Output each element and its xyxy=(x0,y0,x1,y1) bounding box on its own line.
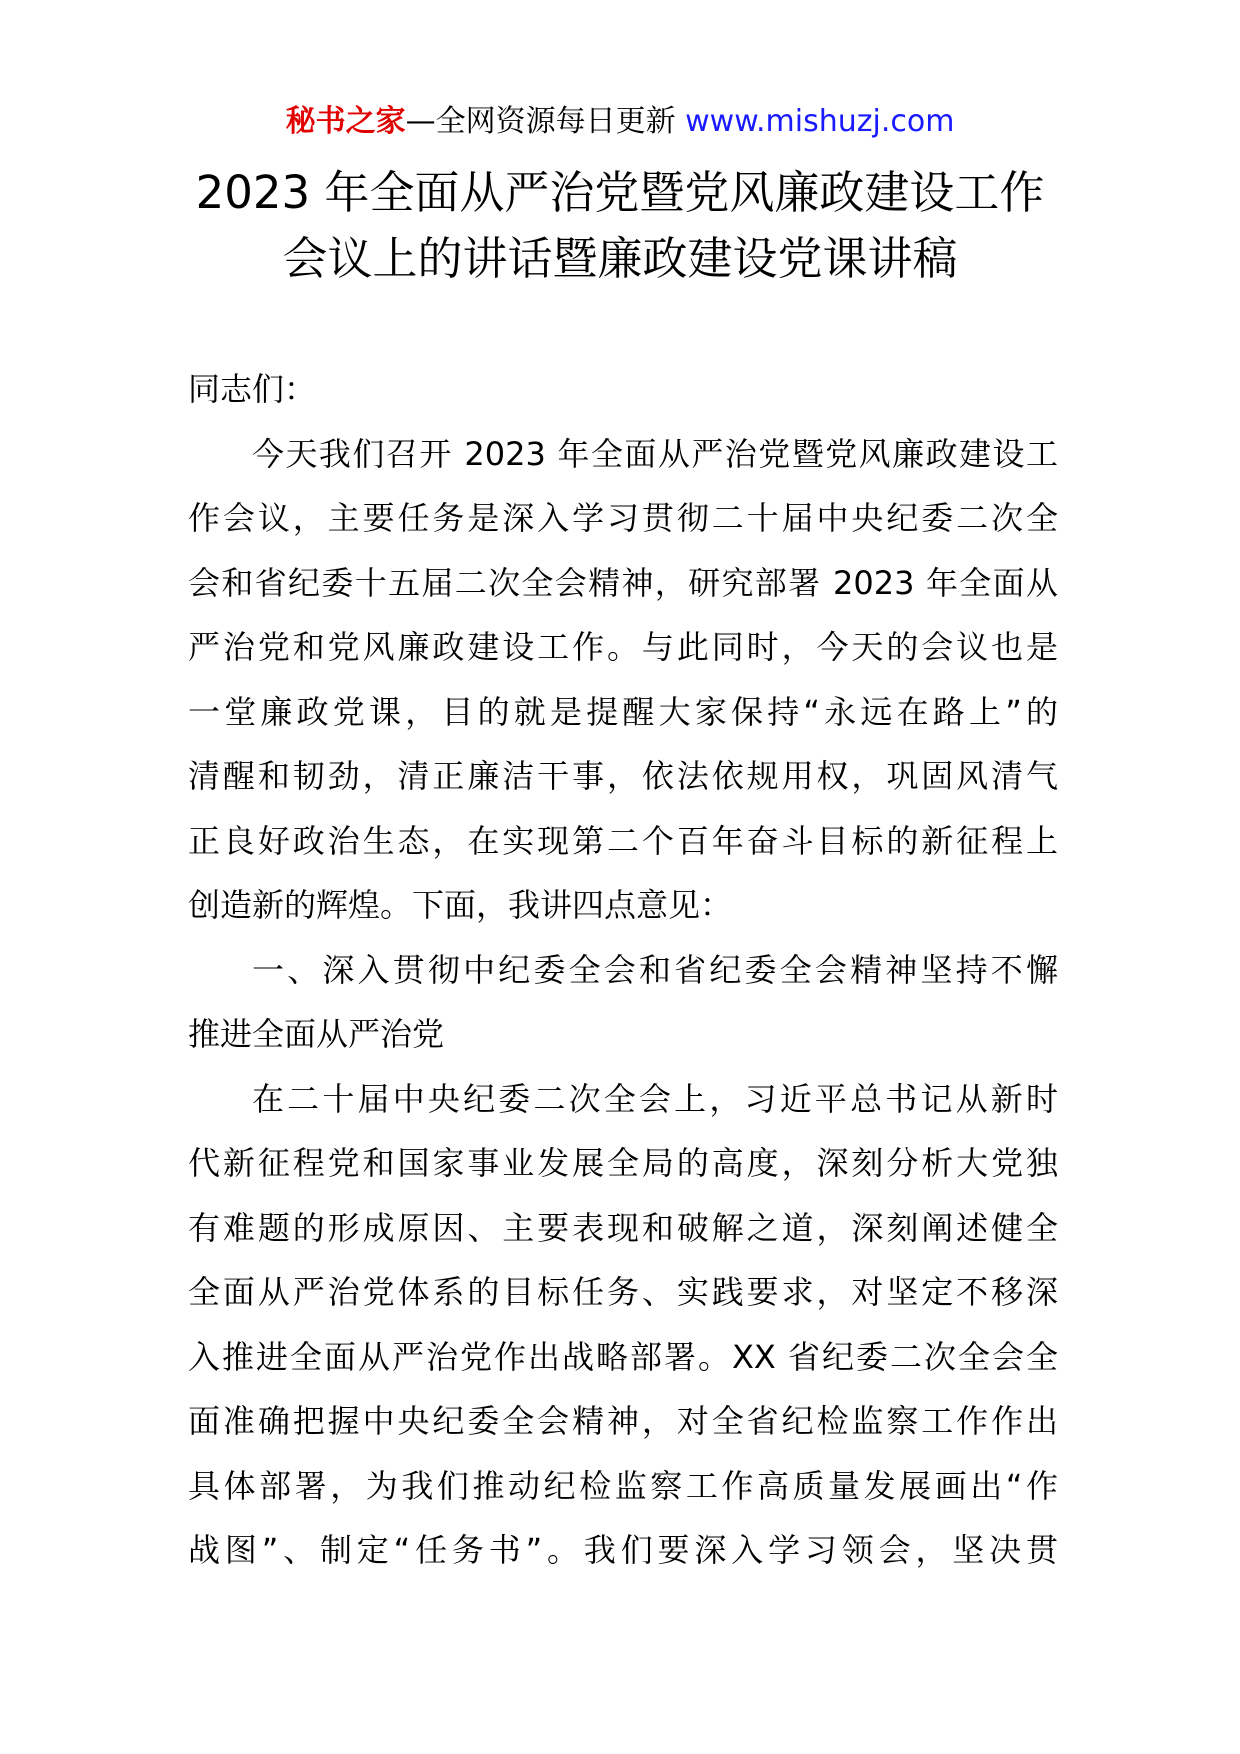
text-line: 会和省纪委十五届二次全会精神，研究部署 2023 年全面从 xyxy=(188,563,1058,602)
text-line: 今天我们召开 2023 年全面从严治党暨党风廉政建设工 xyxy=(252,434,1058,473)
text-line: 面准确把握中央纪委全会精神，对全省纪检监察工作作出 xyxy=(188,1402,1058,1440)
text-line: 清醒和韧劲，清正廉洁干事，依法依规用权，巩固风清气 xyxy=(188,757,1058,795)
salutation xyxy=(188,357,1058,422)
paragraph-section-1 xyxy=(188,1067,1058,1583)
text-line: 全面从严治党体系的目标任务、实践要求，对坚定不移深 xyxy=(188,1273,1058,1311)
text-line: 在二十届中央纪委二次全会上，习近平总书记从新时 xyxy=(252,1079,1058,1118)
text-line: 有难题的形成原因、主要表现和破解之道，深刻阐述健全 xyxy=(188,1208,1058,1247)
brand-name: 秘书之家 xyxy=(285,104,406,139)
text-line: 入推进全面从严治党作出战略部署。XX 省纪委二次全会全 xyxy=(188,1337,1058,1376)
text-line: 创造新的辉煌。下面，我讲四点意见： xyxy=(188,886,733,924)
salutation-text: 同志们： xyxy=(188,370,317,408)
text-line: 一堂廉政党课，目的就是提醒大家保持“永远在路上”的 xyxy=(188,692,1058,731)
title-line-1: 2023 年全面从严治党暨党风廉政建设工作 xyxy=(195,166,1045,219)
site-header xyxy=(0,100,1240,144)
text-line: 具体部署，为我们推动纪检监察工作高质量发展画出“作 xyxy=(188,1466,1058,1505)
title-line-2: 会议上的讲话暨廉政建设党课讲稿 xyxy=(282,232,958,285)
text-line: 正良好政治生态，在实现第二个百年奋斗目标的新征程上 xyxy=(188,821,1058,860)
heading-line: 一、深入贯彻中纪委全会和省纪委全会精神坚持不懈 xyxy=(252,950,1058,989)
document-body xyxy=(188,357,1058,1583)
text-line: 代新征程党和国家事业发展全局的高度，深刻分析大党独 xyxy=(188,1144,1058,1182)
section-heading-1 xyxy=(188,938,1058,1067)
text-line: 战图”、制定“任务书”。我们要深入学习领会，坚决贯 xyxy=(188,1531,1058,1569)
header-slogan: —全网资源每日更新 xyxy=(405,104,676,139)
text-line: 严治党和党风廉政建设工作。与此同时，今天的会议也是 xyxy=(188,628,1058,666)
site-url[interactable]: www.mishuzj.com xyxy=(685,104,955,139)
heading-line: 推进全面从严治党 xyxy=(188,1015,445,1053)
paragraph-intro xyxy=(188,422,1058,938)
document-title xyxy=(150,160,1090,292)
text-line: 作会议，主要任务是深入学习贯彻二十届中央纪委二次全 xyxy=(188,499,1058,537)
